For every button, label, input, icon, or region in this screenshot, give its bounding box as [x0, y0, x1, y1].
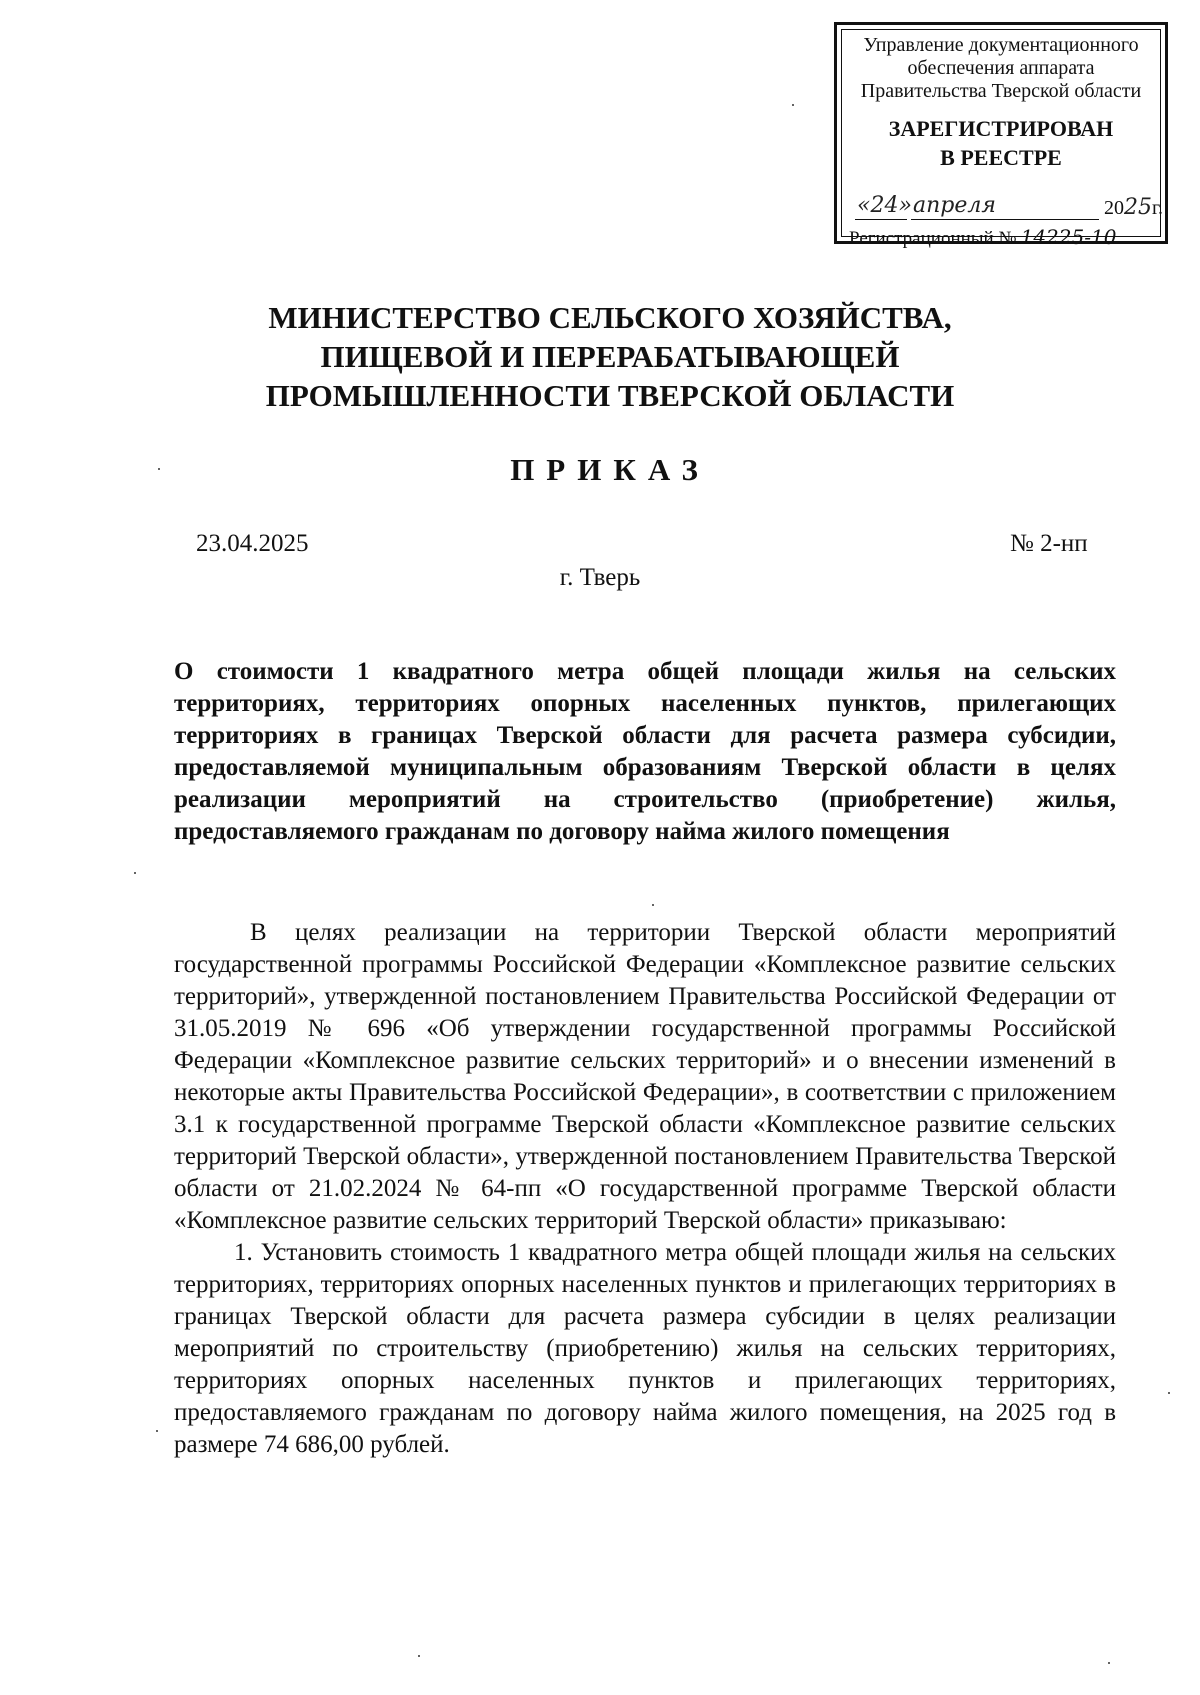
order-item-1: 1. Установить стоимость 1 квадратного метра общей площади жилья на сельских территориях, территориях опорных населенных пунктов и прилегающих территориях в границах Тверской области для расчета размера субсидии в целях реализации мероприятий по строительству (приобретению) жилья на сельских территориях, территориях опорных населенных пунктов и прилегающих территориях, предоставляемого гражданам по договору найма жилого помещения, на 2025 год в размере 74 686,00 рублей.	[174, 1239, 1116, 1458]
scan-speck	[652, 904, 654, 906]
stamp-reg-number	[849, 225, 1155, 250]
stamp-month-underline	[911, 219, 1099, 220]
scan-speck	[156, 1430, 158, 1432]
stamp-reg-value: 14225-10	[1020, 225, 1117, 249]
order-city: г. Тверь	[559, 564, 641, 591]
registration-stamp	[834, 22, 1168, 249]
scan-speck	[158, 468, 160, 470]
order-number: № 2-нп	[1010, 530, 1088, 557]
order-body	[174, 917, 1116, 1461]
preamble-paragraph: В целях реализации на территории Тверской области мероприятий государственной программы Российской Федерации «Комплексное развитие сельских территорий», утвержденной постановлением Правительства Российской Федерации от 31.05.2019 № 696 «Об утверждении государственной программы Российской Федерации «Комплексное развитие сельских территорий» и о внесении изменений в некоторые акты Правительства Российской Федерации», в соответствии с приложением 3.1 к государственной программе Тверской области «Комплексное развитие сельских территорий Тверской области», утвержденной постановлением Правительства Тверской области от 21.02.2024 № 64-пп «О государственной программе Тверской области «Комплексное развитие сельских территорий Тверской области» приказываю:	[174, 919, 1116, 1234]
stamp-year-suffix: 25	[1124, 195, 1152, 220]
stamp-day-underline	[855, 219, 907, 220]
stamp-day: «24»	[857, 193, 912, 218]
ministry-line: ПИЩЕВОЙ И ПЕРЕРАБАТЫВАЮЩЕЙ	[320, 339, 900, 374]
stamp-year	[1104, 195, 1163, 220]
stamp-dept-line: Управление документационного	[863, 34, 1139, 56]
scan-speck	[792, 104, 794, 106]
order-date: 23.04.2025	[196, 530, 309, 557]
ministry-name	[170, 298, 1050, 415]
stamp-year-unit: г.	[1152, 197, 1163, 219]
stamp-status	[837, 114, 1165, 172]
scan-speck	[1168, 1392, 1170, 1394]
stamp-year-prefix: 20	[1104, 197, 1124, 219]
stamp-department	[837, 34, 1165, 103]
stamp-date	[849, 193, 1163, 225]
scan-speck	[134, 872, 136, 874]
stamp-month: апреля	[913, 193, 996, 218]
scan-speck	[418, 1655, 420, 1657]
scan-speck	[1108, 1662, 1110, 1664]
ministry-line: МИНИСТЕРСТВО СЕЛЬСКОГО ХОЗЯЙСТВА,	[268, 300, 952, 335]
ministry-line: ПРОМЫШЛЕННОСТИ ТВЕРСКОЙ ОБЛАСТИ	[265, 378, 955, 413]
stamp-reg-label: Регистрационный №	[849, 228, 1017, 249]
stamp-dept-line: обеспечения аппарата	[907, 57, 1095, 79]
order-title: ПРИКАЗ	[510, 452, 710, 487]
stamp-status-line: В РЕЕСТРЕ	[940, 145, 1062, 170]
stamp-status-line: ЗАРЕГИСТРИРОВАН	[888, 116, 1114, 141]
stamp-dept-line: Правительства Тверской области	[860, 80, 1142, 102]
order-subject: О стоимости 1 квадратного метра общей площади жилья на сельских территориях, территориях опорных населенных пунктов, прилегающих территориях в границах Тверской области для расчета размера субсидии, предоставляемой муниципальным образованиям Тверской области в целях реализации мероприятий на строительство (приобретение) жилья, предоставляемого гражданам по договору найма жилого помещения	[174, 658, 1116, 845]
